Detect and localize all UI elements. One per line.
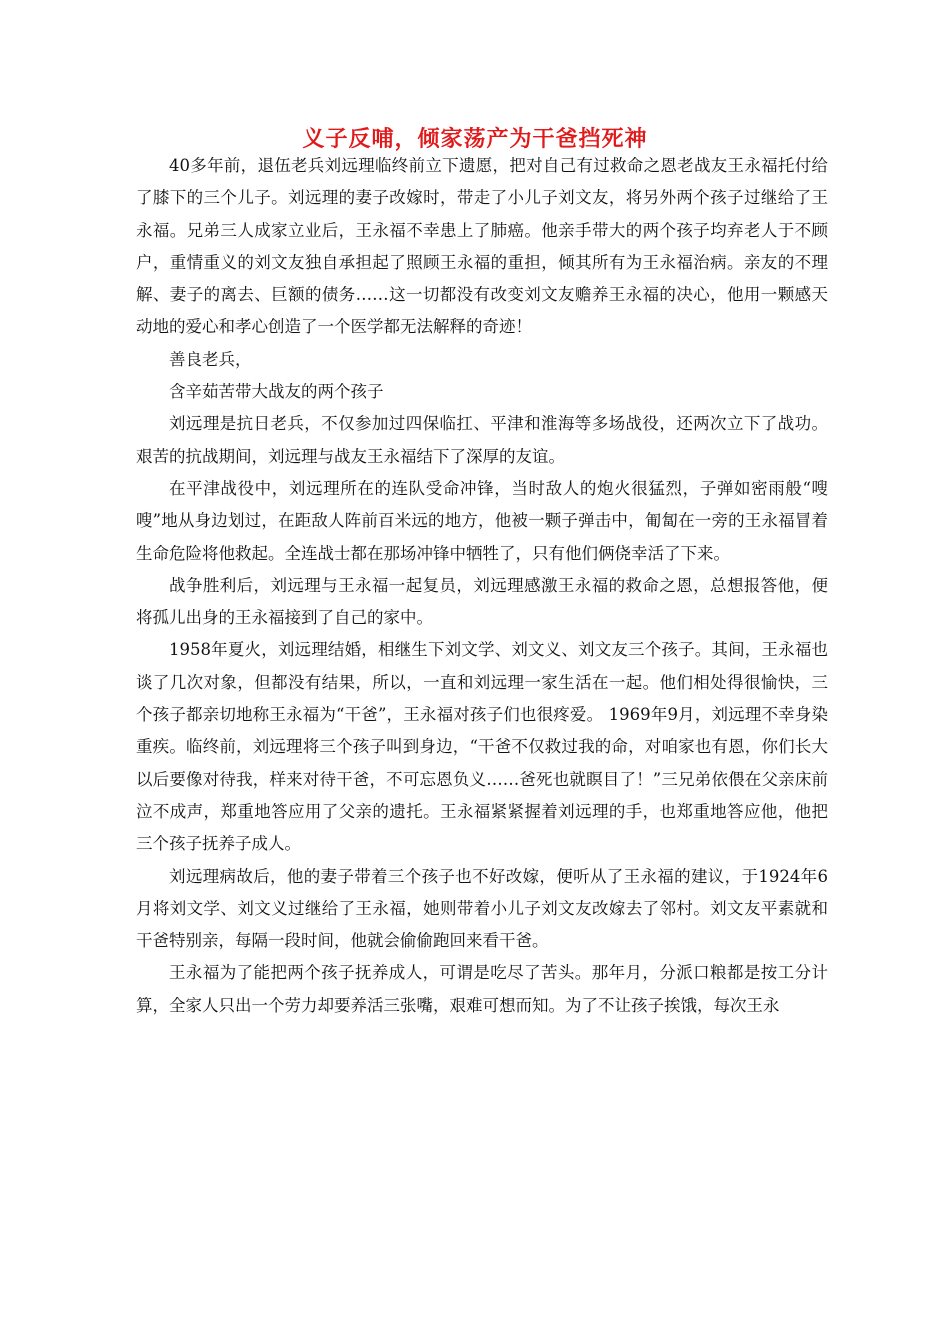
section-heading-line-2: 含辛茹苦带大战友的两个孩子 [169, 382, 384, 402]
paragraph: 刘远理病故后，他的妻子带着三个孩子也不好改嫁，便听从了王永福的建议，于1924年6月将刘文学、刘文义过继给了王永福，她则带着小儿子刘文友改嫁去了邻村。刘文友平素就和干爸特别亲，每隔一段时间，他就会偷偷跑回来看干爸。 [136, 866, 828, 951]
paragraph: 在平津战役中，刘远理所在的连队受命冲锋，当时敌人的炮火很猛烈，子弹如密雨般“嗖嗖”地从身边划过，在距敌人阵前百米远的地方，他被一颗子弹击中，匍匐在一旁的王永福冒着生命危险将他救起。全连战士都在那场冲锋中牺牲了，只有他们俩侥幸活了下来。 [136, 478, 828, 563]
paragraph: 战争胜利后，刘远理与王永福一起复员，刘远理感激王永福的救命之恩，总想报答他，便将孤儿出身的王永福接到了自己的家中。 [136, 575, 828, 628]
paragraph: 王永福为了能把两个孩子抚养成人，可谓是吃尽了苦头。那年月，分派口粮都是按工分计算，全家人只出一个劳力却要养活三张嘴，艰难可想而知。为了不让孩子挨饿，每次王永 [136, 963, 828, 1015]
page-title: 义子反哺，倾家荡产为干爸挡死神 [302, 126, 648, 152]
paragraph: 1958年夏火，刘远理结婚，相继生下刘文学、刘文义、刘文友三个孩子。其间，王永福也谈了几次对象，但都没有结果，所以，一直和刘远理一家生活在一起。他们相处得很愉快，三个孩子都亲切地称王永福为“干爸”，王永福对孩子们也很疼爱。 1969年9月，刘远理不幸身染重疾。临终前，刘远理将三个孩子叫到身边，“干爸不仅救过我的命，对咱家也有恩，你们长大以后要像对待我，样来对待干爸，不可忘恩负义……爸死也就瞑目了！”三兄弟依偎在父亲床前泣不成声，郑重地答应用了父亲的遗托。王永福紧紧握着刘远理的手，也郑重地答应他，他把三个孩子抚养子成人。 [136, 640, 828, 854]
paragraph: 刘远理是抗日老兵，不仅参加过四保临扛、平津和淮海等多场战役，还两次立下了战功。艰苦的抗战期间，刘远理与战友王永福结下了深厚的友谊。 [136, 414, 828, 466]
paragraph-intro: 40多年前，退伍老兵刘远理临终前立下遗愿，把对自己有过救命之恩老战友王永福托付给了膝下的三个儿子。刘远理的妻子改嫁时，带走了小儿子刘文友，将另外两个孩子过继给了王永福。兄弟三人成家立业后，王永福不幸患上了肺癌。他亲手带大的两个孩子均弃老人于不顾户，重情重义的刘文友独自承担起了照顾王永福的重担，倾其所有为王永福治病。亲友的不理解、妻子的离去、巨额的债务……这一切都没有改变刘文友赡养王永福的决心，他用一颗感天动地的爱心和孝心创造了一个医学都无法解释的奇迹！ [136, 156, 828, 337]
section-heading-line-1: 善良老兵， [169, 349, 252, 369]
article-body [136, 150, 828, 1022]
